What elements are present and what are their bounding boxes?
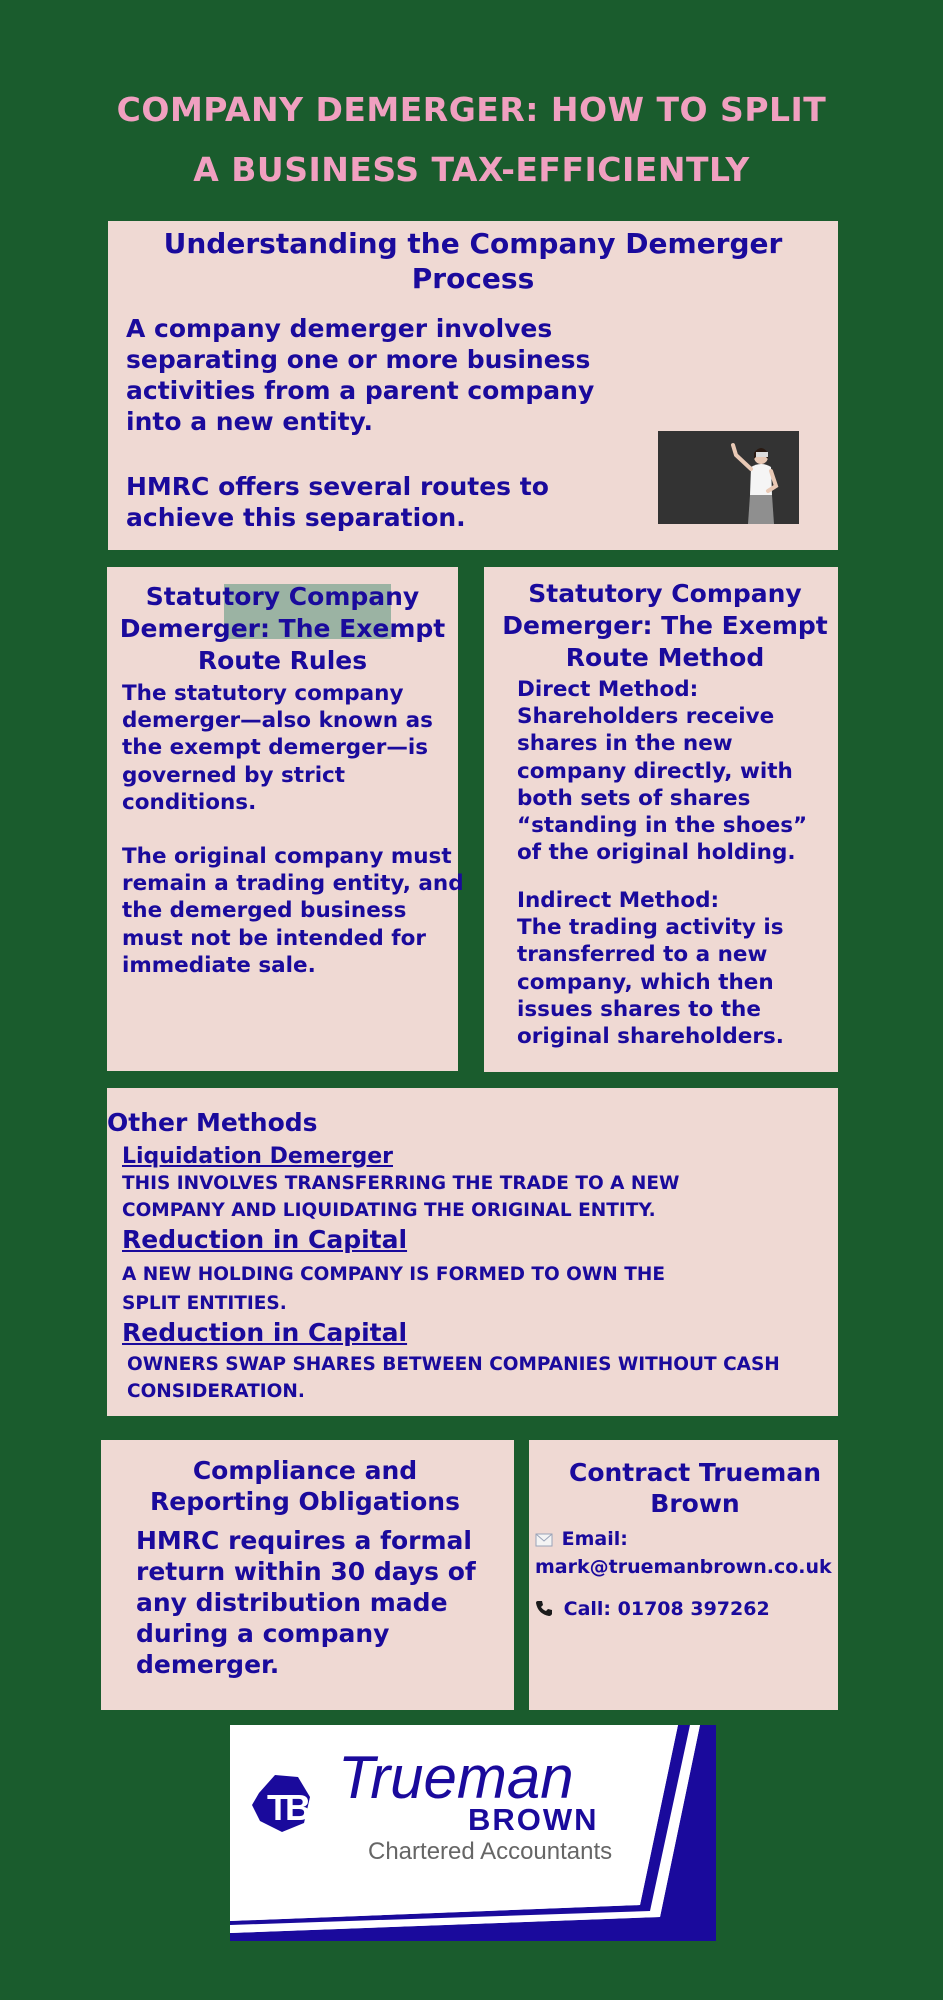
presenter-photo (658, 431, 799, 524)
text-line: THIS INVOLVES TRANSFERRING THE TRADE TO A NEW (122, 1173, 680, 1194)
text-line: issues shares to the (517, 996, 761, 1022)
text-line: immediate sale. (122, 952, 316, 978)
text-line: A NEW HOLDING COMPANY IS FORMED TO OWN THE (122, 1264, 665, 1285)
text-line: achieve this separation. (126, 503, 466, 532)
heading-line: Reporting Obligations (150, 1487, 460, 1516)
contact-email[interactable] (535, 1526, 832, 1580)
text-line: SPLIT ENTITIES. (122, 1293, 287, 1314)
reduction-in-capital-title-2: Reduction in Capital (122, 1318, 408, 1347)
text-line: any distribution made (136, 1588, 448, 1617)
exempt-route-rules-heading (107, 581, 458, 677)
page-title (60, 80, 883, 200)
text-line: into a new entity. (126, 407, 374, 436)
heading-line: Statutory Company (528, 579, 802, 608)
page-title-line2: A BUSINESS TAX-EFFICIENTLY (193, 150, 750, 189)
text-line: COMPANY AND LIQUIDATING THE ORIGINAL ENTITY. (122, 1200, 656, 1221)
reduction-in-capital-description-2 (127, 1351, 780, 1405)
text-line: separating one or more business (126, 345, 591, 374)
heading-line: Statutory Company (145, 582, 420, 611)
text-line: A company demerger involves (126, 314, 553, 343)
text-line: demerger—also known as (122, 708, 433, 734)
logo-tagline: Chartered Accountants (368, 1838, 613, 1865)
text-line: OWNERS SWAP SHARES BETWEEN COMPANIES WITHOUT CASH (127, 1354, 780, 1375)
understanding-heading-line1: Understanding the Company Demerger (163, 227, 783, 260)
compliance-heading (101, 1455, 509, 1517)
compliance-text (136, 1525, 476, 1680)
text-line: demerger. (136, 1650, 280, 1679)
heading-line: Demerger: The Exempt (119, 614, 446, 643)
text-line: Indirect Method: (517, 888, 720, 913)
text-line: shares in the new (517, 731, 733, 757)
heading-line: Compliance and (192, 1456, 418, 1485)
text-line: original shareholders. (517, 1024, 784, 1050)
liquidation-demerger-title: Liquidation Demerger (122, 1144, 393, 1169)
text-line: company directly, with (517, 758, 793, 784)
other-methods-heading: Other Methods (107, 1108, 318, 1137)
text-line: HMRC offers several routes to (126, 472, 549, 501)
text-line: The original company must (122, 844, 452, 869)
understanding-paragraph-1 (126, 313, 594, 437)
text-line: HMRC requires a formal (136, 1526, 472, 1555)
liquidation-demerger-description (122, 1170, 679, 1224)
logo-name-trueman: Trueman (338, 1744, 574, 1811)
text-line: “standing in the shoes” (517, 813, 808, 839)
text-line: Direct Method: (517, 677, 699, 702)
trueman-brown-logo (230, 1725, 716, 1941)
heading-line: Contract Trueman (568, 1458, 822, 1487)
text-line: The statutory company (122, 681, 404, 706)
logo-monogram: TB (267, 1787, 307, 1828)
direct-method-text (517, 676, 807, 866)
reduction-in-capital-description-1 (122, 1260, 665, 1318)
text-line: CONSIDERATION. (127, 1381, 305, 1402)
contact-phone[interactable] (535, 1596, 770, 1624)
contact-heading (545, 1457, 845, 1519)
phone-label[interactable]: Call: 01708 397262 (563, 1598, 770, 1620)
heading-line: Route Rules (197, 646, 368, 675)
phone-icon (535, 1598, 557, 1624)
envelope-icon (535, 1528, 555, 1554)
text-line: must not be intended for (122, 925, 426, 951)
logo-name-brown: BROWN (468, 1802, 599, 1837)
text-line: Shareholders receive (517, 704, 775, 730)
understanding-heading-line2: Process (411, 262, 535, 295)
text-line: The trading activity is (517, 915, 784, 941)
text-line: remain a trading entity, and (122, 871, 464, 897)
text-line: transferred to a new (517, 942, 768, 968)
text-line: company, which then (517, 969, 774, 995)
understanding-heading (108, 226, 838, 296)
text-line: return within 30 days of (136, 1557, 476, 1586)
indirect-method-text (517, 887, 784, 1050)
exempt-route-rules-paragraph-1 (122, 680, 433, 816)
email-label: Email: (561, 1528, 628, 1550)
text-line: conditions. (122, 789, 257, 815)
text-line: the demerged business (122, 898, 407, 924)
email-address[interactable]: mark@truemanbrown.co.uk (535, 1556, 832, 1578)
exempt-route-method-heading (484, 578, 846, 674)
text-line: during a company (136, 1619, 390, 1648)
text-line: both sets of shares (517, 785, 751, 811)
heading-line: Demerger: The Exempt (502, 611, 828, 640)
text-line: of the original holding. (517, 840, 796, 866)
text-line: the exempt demerger—is (122, 735, 429, 761)
heading-line: Brown (650, 1489, 740, 1518)
understanding-paragraph-2 (126, 471, 549, 533)
heading-line: Route Method (565, 643, 765, 672)
text-line: activities from a parent company (126, 376, 595, 405)
text-line: governed by strict (122, 762, 346, 788)
page-title-line1: COMPANY DEMERGER: HOW TO SPLIT (116, 90, 827, 129)
reduction-in-capital-title-1: Reduction in Capital (122, 1225, 408, 1254)
exempt-route-rules-paragraph-2 (122, 843, 464, 979)
